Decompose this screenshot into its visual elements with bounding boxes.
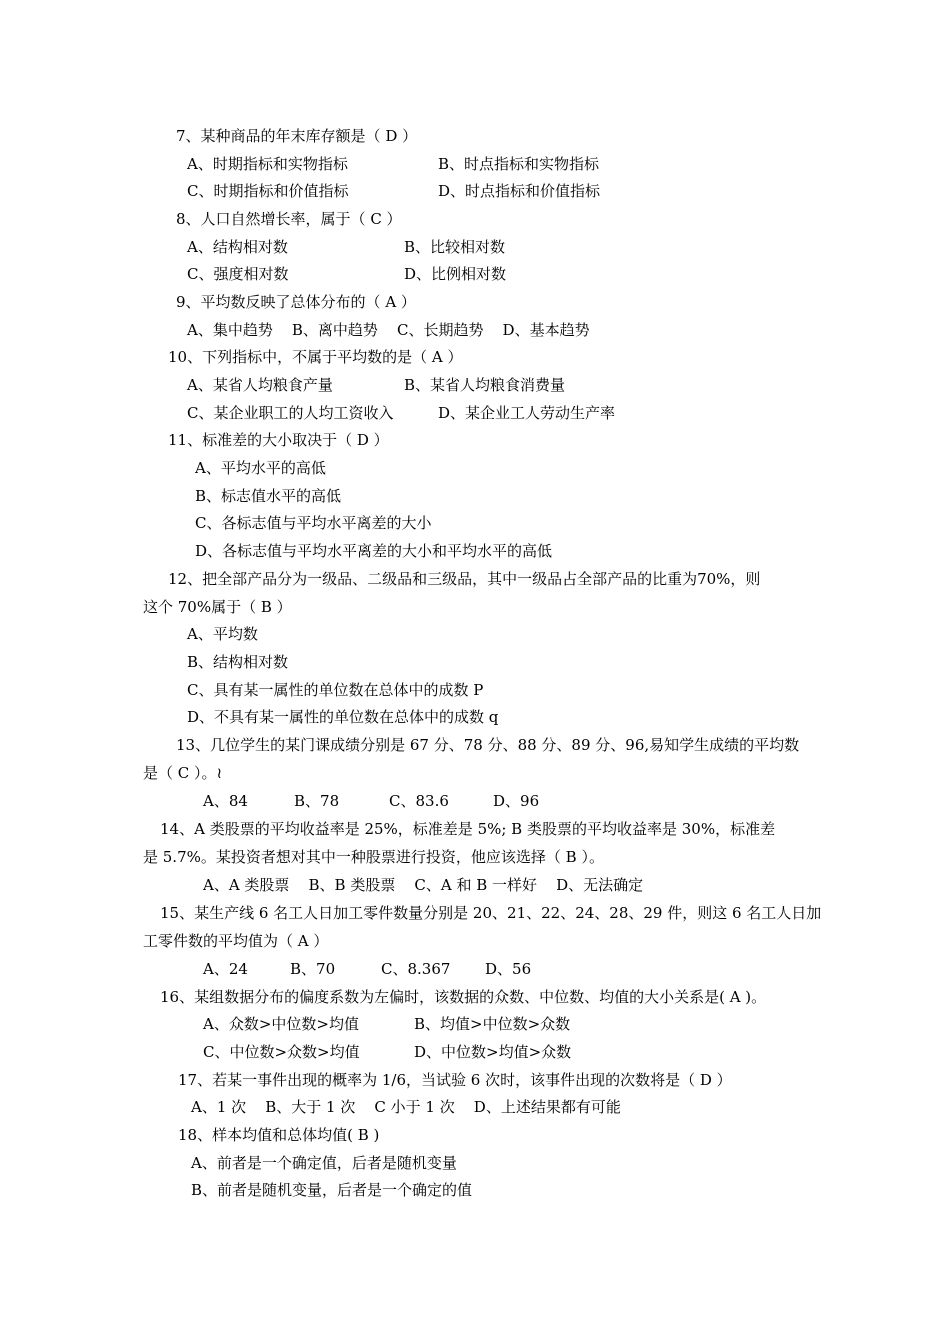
q10-option-d: D、某企业工人劳动生产率 — [438, 404, 616, 422]
q18-option-a: A、前者是一个确定值，后者是随机变量 — [191, 1154, 457, 1172]
q7-option-a: A、时期指标和实物指标 — [187, 155, 348, 173]
q14-options: A、A 类股票 B、B 类股票 C、A 和 B 一样好 D、无法确定 — [203, 876, 644, 894]
q13-option-a: A、84 — [203, 792, 248, 810]
q12-option-d: D、不具有某一属性的单位数在总体中的成数 q — [187, 708, 499, 726]
question-14-line1: 14、A 类股票的平均收益率是 25%，标准差是 5%; B 类股票的平均收益率是 30%，标准差 — [160, 820, 776, 838]
q10-option-a: A、某省人均粮食产量 — [187, 376, 333, 394]
q16-option-a: A、众数>中位数>均值 — [203, 1015, 359, 1033]
question-18: 18、样本均值和总体均值( B ) — [178, 1126, 380, 1144]
q15-option-d: D、56 — [485, 960, 532, 978]
q18-option-b: B、前者是随机变量，后者是一个确定的值 — [191, 1181, 473, 1199]
q13-option-c: C、83.6 — [389, 792, 449, 810]
q15-option-a: A、24 — [203, 960, 248, 978]
question-16: 16、某组数据分布的偏度系数为左偏时，该数据的众数、中位数、均值的大小关系是( A )。 — [160, 988, 767, 1006]
q12-option-b: B、结构相对数 — [187, 653, 289, 671]
q10-option-b: B、某省人均粮食消费量 — [404, 376, 566, 394]
question-8: 8、人口自然增长率，属于（ C ） — [176, 210, 402, 228]
q15-option-b: B、70 — [290, 960, 336, 978]
question-13-line2: 是（ C ）。≀ — [143, 764, 223, 782]
q8-option-b: B、比较相对数 — [404, 238, 506, 256]
q16-option-d: D、中位数>均值>众数 — [414, 1043, 572, 1061]
q8-option-c: C、强度相对数 — [187, 265, 289, 283]
question-15-line1: 15、某生产线 6 名工人日加工零件数量分别是 20、21、22、24、28、29 件，则这 6 名工人日加 — [160, 904, 822, 922]
q12-option-c: C、具有某一属性的单位数在总体中的成数 P — [187, 681, 484, 699]
q7-option-d: D、时点指标和价值指标 — [438, 182, 601, 200]
question-15-line2: 工零件数的平均值为（ A ） — [143, 932, 329, 950]
question-14-line2: 是 5.7%。某投资者想对其中一种股票进行投资，他应该选择（ B ）。 — [143, 848, 604, 866]
q15-option-c: C、8.367 — [381, 960, 451, 978]
question-17: 17、若某一事件出现的概率为 1/6，当试验 6 次时，该事件出现的次数将是（ D ） — [178, 1071, 732, 1089]
q13-option-b: B、78 — [294, 792, 340, 810]
q16-option-b: B、均值>中位数>众数 — [414, 1015, 571, 1033]
q9-options: A、集中趋势 B、离中趋势 C、长期趋势 D、基本趋势 — [187, 321, 590, 339]
q8-option-d: D、比例相对数 — [404, 265, 507, 283]
question-7: 7、某种商品的年末库存额是（ D ） — [176, 127, 418, 145]
question-13-line1: 13、几位学生的某门课成绩分别是 67 分、78 分、88 分、89 分、96,易知学生成绩的平均数 — [176, 736, 800, 754]
q7-option-b: B、时点指标和实物指标 — [438, 155, 600, 173]
question-12-line2: 这个 70%属于（ B ） — [143, 598, 292, 616]
question-9: 9、平均数反映了总体分布的（ A ） — [176, 293, 416, 311]
q11-option-c: C、各标志值与平均水平离差的大小 — [195, 514, 432, 532]
q12-option-a: A、平均数 — [187, 625, 258, 643]
q7-option-c: C、时期指标和价值指标 — [187, 182, 349, 200]
q13-option-d: D、96 — [493, 792, 540, 810]
q11-option-b: B、标志值水平的高低 — [195, 487, 342, 505]
q17-options: A、1 次 B、大于 1 次 C 小于 1 次 D、上述结果都有可能 — [191, 1098, 621, 1116]
q11-option-d: D、各标志值与平均水平离差的大小和平均水平的高低 — [195, 542, 553, 560]
q11-option-a: A、平均水平的高低 — [195, 459, 326, 477]
q10-option-c: C、某企业职工的人均工资收入 — [187, 404, 394, 422]
question-11: 11、标准差的大小取决于（ D ） — [168, 431, 389, 449]
q8-option-a: A、结构相对数 — [187, 238, 288, 256]
question-12-line1: 12、把全部产品分为一级品、二级品和三级品，其中一级品占全部产品的比重为70%，则 — [168, 570, 761, 588]
q16-option-c: C、中位数>众数>均值 — [203, 1043, 360, 1061]
question-10: 10、下列指标中，不属于平均数的是（ A ） — [168, 348, 463, 366]
